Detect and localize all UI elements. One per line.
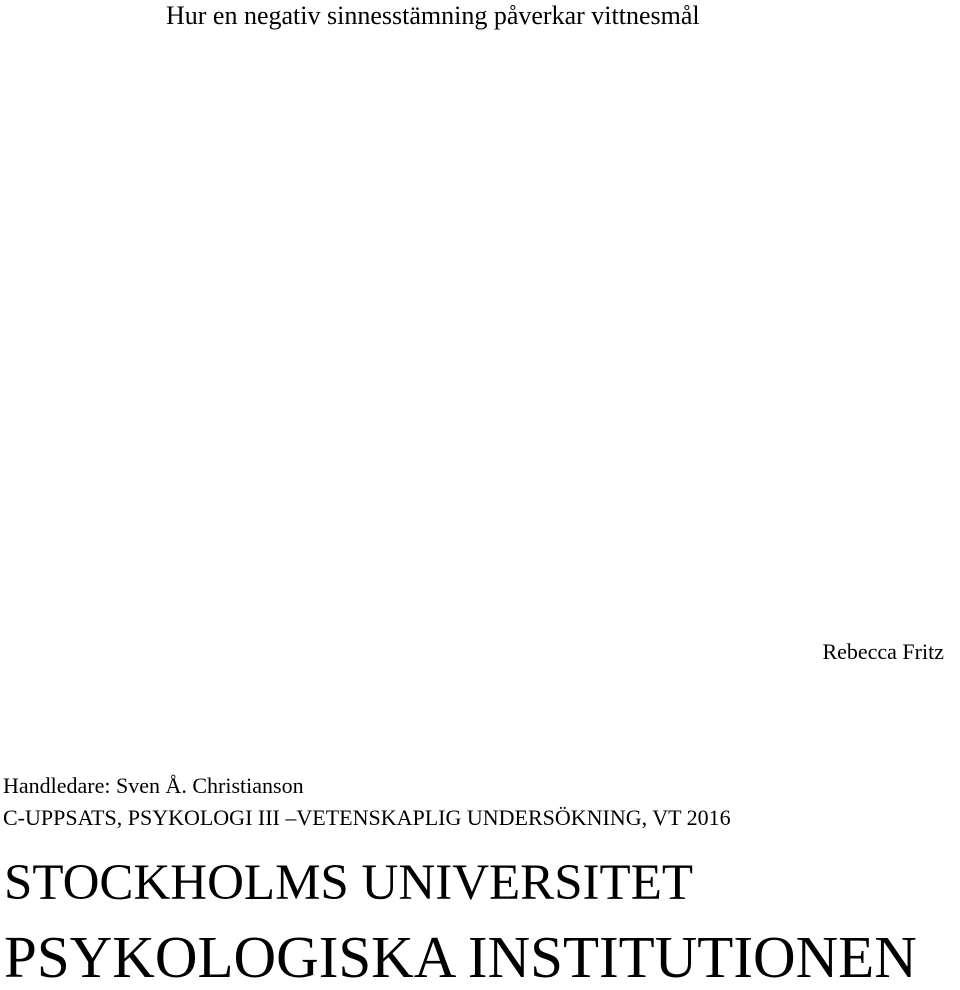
course-line: C-UPPSATS, PSYKOLOGI III –VETENSKAPLIG UNDERSÖKNING, VT 2016	[3, 805, 731, 830]
supervisor-line: Handledare: Sven Å. Christianson	[3, 773, 304, 798]
university-name: STOCKHOLMS UNIVERSITET	[4, 855, 693, 911]
author-name: Rebecca Fritz	[822, 639, 944, 664]
department-name: PSYKOLOGISKA INSTITUTIONEN	[4, 924, 917, 990]
document-title: Hur en negativ sinnesstämning påverkar vittnesmål	[166, 1, 700, 30]
